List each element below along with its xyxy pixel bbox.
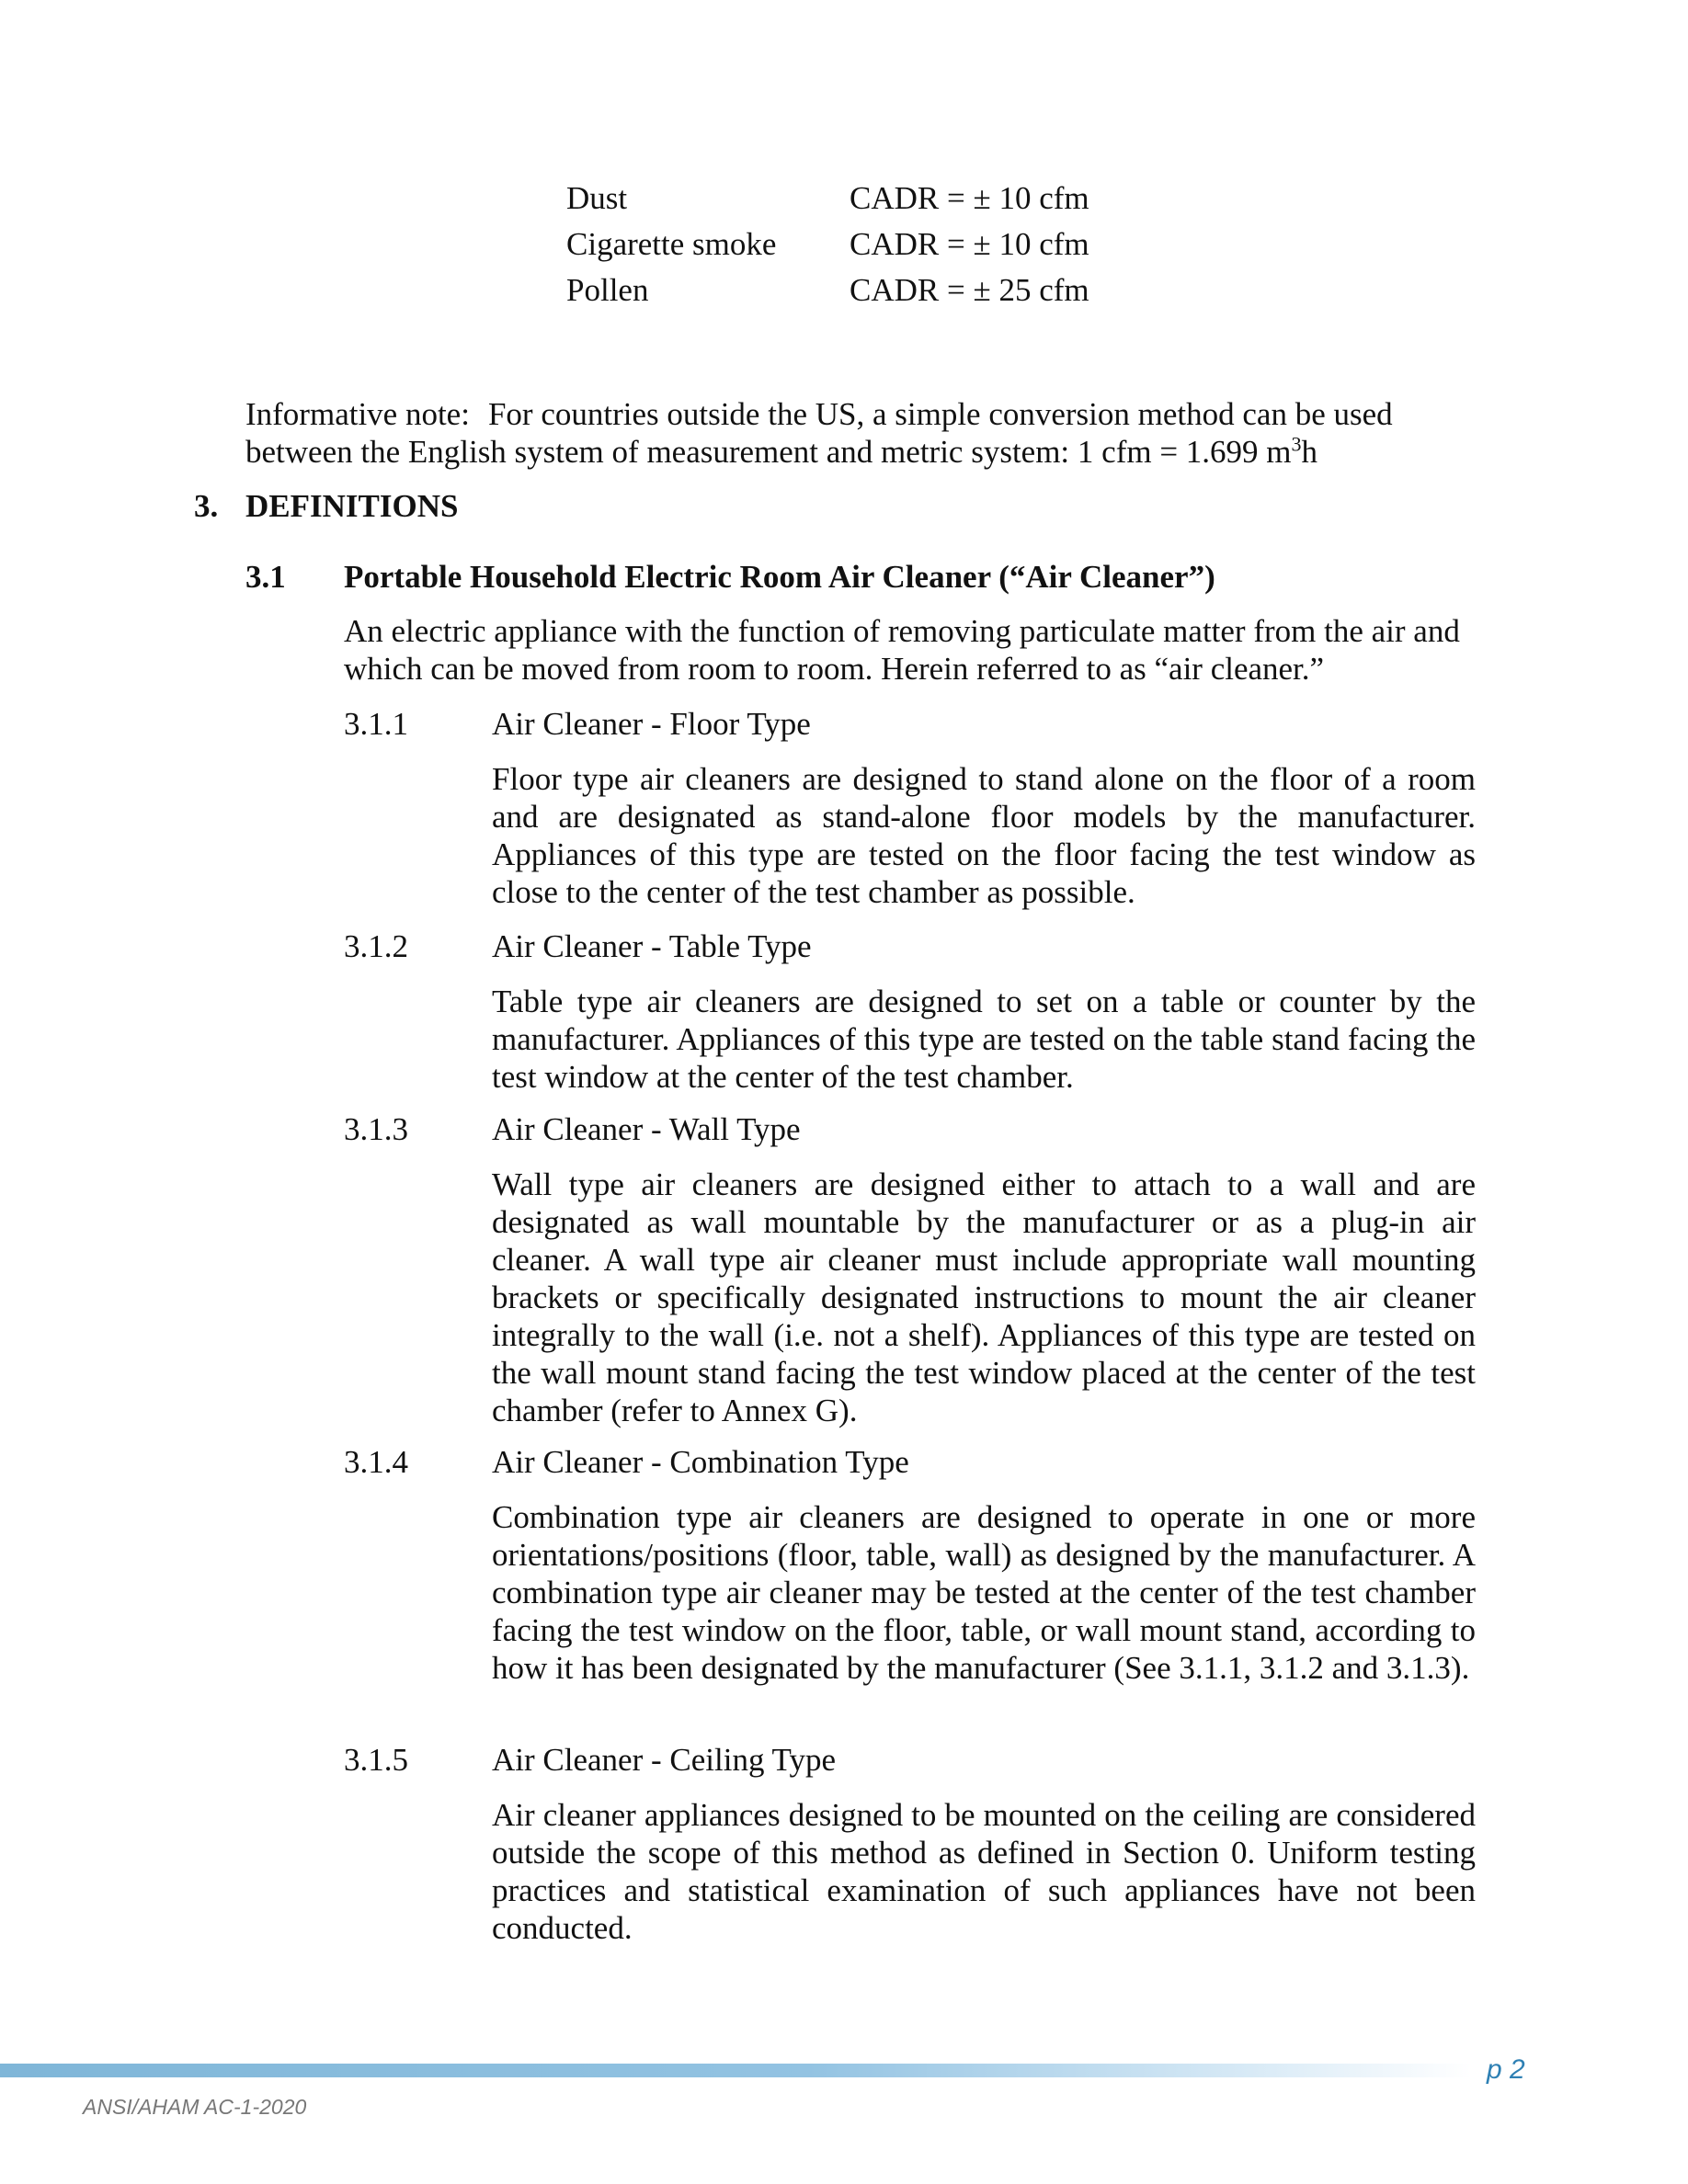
note-text: For countries outside the US, a simple conversion method can be used between the English system of measurement and metric system: 1 cfm = 1.699 m	[245, 396, 1393, 470]
definition-title: Air Cleaner - Floor Type	[492, 706, 811, 742]
section-heading	[194, 487, 458, 525]
definition-paragraph: Floor type air cleaners are designed to stand alone on the floor of a room and are designated as stand-alone floor models by the manufacturer. Appliances of this type are tested on the floor facing the test window as close to the center of the test chamber as possible.	[492, 761, 1476, 910]
tolerance-name: Dust	[566, 180, 628, 216]
footer-rule	[0, 2064, 1471, 2077]
tolerance-value: CADR = ± 10 cfm	[850, 180, 1089, 216]
subsection-title: Portable Household Electric Room Air Cleaner (“Air Cleaner”)	[344, 559, 1215, 595]
definition-title: Air Cleaner - Table Type	[492, 928, 812, 964]
section-number: 3.	[194, 488, 219, 524]
tolerance-name: Cigarette smoke	[566, 226, 777, 262]
definition-title: Air Cleaner - Ceiling Type	[492, 1742, 837, 1778]
subsection-heading	[245, 558, 1215, 596]
definition-title: Air Cleaner - Wall Type	[492, 1111, 801, 1147]
definition-paragraph: Combination type air cleaners are designed to operate in one or more orientations/positions (floor, table, wall) as designed by the manufacturer. A combination type air cleaner may be tested at the center of the test chamber facing the test window on the floor, table, or wall mount stand, according to how it has been designated by the manufacturer (See 3.1.1, 3.1.2 and 3.1.3).	[492, 1499, 1476, 1686]
document-id: ANSI/AHAM AC-1-2020	[83, 2095, 307, 2119]
note-suffix: h	[1301, 434, 1318, 470]
definition-number: 3.1.5	[344, 1742, 408, 1778]
definition-number: 3.1.1	[344, 706, 408, 742]
definition-number: 3.1.3	[344, 1111, 408, 1147]
definition-title: Air Cleaner - Combination Type	[492, 1444, 909, 1480]
definition-paragraph: Air cleaner appliances designed to be mounted on the ceiling are considered outside the scope of this method as defined in Section 0. Uniform testing practices and statistical examination of such appliances have not been conducted.	[492, 1797, 1476, 1946]
note-superscript: 3	[1291, 432, 1302, 456]
informative-note	[245, 395, 1496, 471]
tolerance-value: CADR = ± 10 cfm	[850, 226, 1089, 262]
tolerance-row	[566, 225, 1210, 271]
definition-paragraph: Table type air cleaners are designed to set on a table or counter by the manufacturer. Appliances of this type are tested on the table stand facing the test window at the center of the test chamber.	[492, 984, 1476, 1095]
tolerance-name: Pollen	[566, 272, 649, 308]
definition-number: 3.1.2	[344, 928, 408, 964]
section-title: DEFINITIONS	[245, 488, 459, 524]
definition-paragraph: Wall type air cleaners are designed either to attach to a wall and are designated as wall mountable by the manufacturer or as a plug-in air cleaner. A wall type air cleaner must include appropriate wall mounting brackets or specifically designated instructions to mount the air cleaner integrally to the wall (i.e. not a shelf). Appliances of this type are tested on the wall mount stand facing the test window placed at the center of the test chamber (refer to Annex G).	[492, 1166, 1476, 1428]
tolerance-row	[566, 271, 1210, 317]
subsection-paragraph: An electric appliance with the function of removing particulate matter from the air and which can be moved from room to room. Herein referred to as “air cleaner.”	[344, 613, 1460, 687]
note-label: Informative note:	[245, 396, 470, 432]
tolerance-row	[566, 179, 1210, 225]
definition-number: 3.1.4	[344, 1444, 408, 1480]
tolerance-value: CADR = ± 25 cfm	[850, 272, 1089, 308]
page-number: p 2	[1487, 2054, 1525, 2085]
subsection-number: 3.1	[245, 559, 286, 595]
